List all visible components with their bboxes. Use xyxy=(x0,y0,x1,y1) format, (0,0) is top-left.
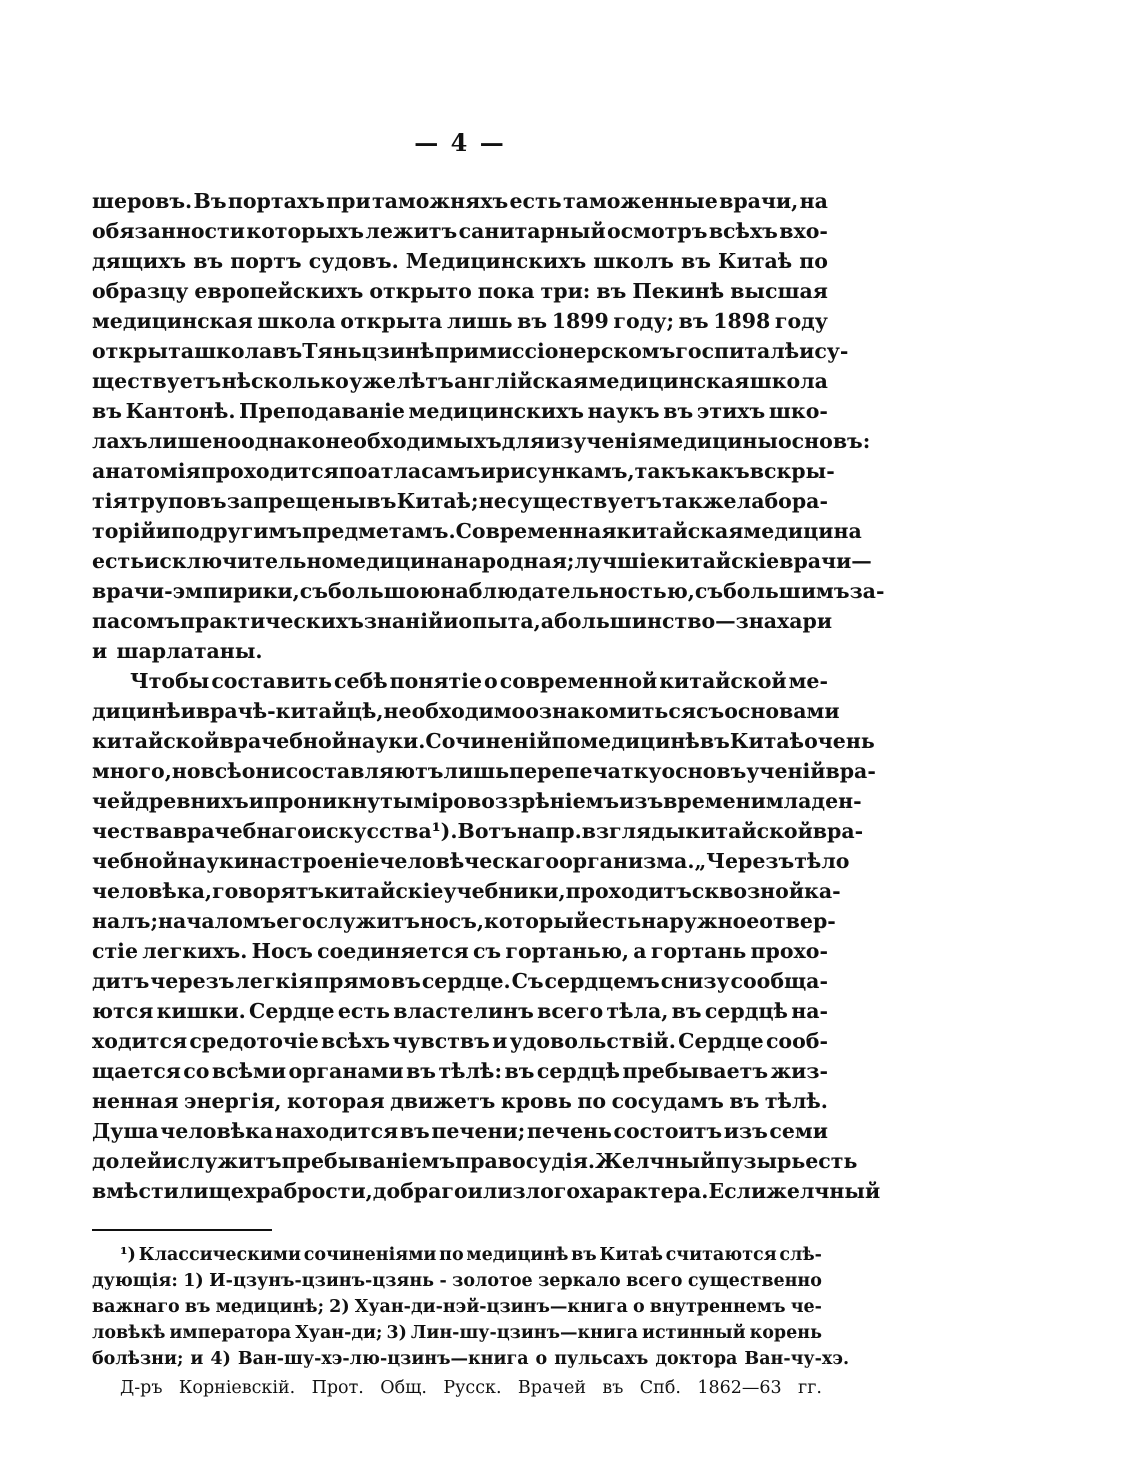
text-line: ществуетъ нѣсколько уже лѣтъ англійская медицинская школа xyxy=(92,369,828,393)
paragraph-first-line: Чтобы составить себѣ понятіе о современной китайской ме- xyxy=(130,669,828,693)
main-text xyxy=(92,186,885,1206)
text-line: пасомъ практическихъ знаній и опыта, а большинство—знахари xyxy=(92,609,833,633)
footnote-source: Д-ръ Корніевскій. Прот. Общ. Русск. Врачей въ Спб. 1862—63 гг. xyxy=(120,1378,822,1398)
text-line: чей древнихъ и проникнуты міровоззрѣніемъ изъ времени младен- xyxy=(92,789,862,813)
text-line: ненная энергія, которая движетъ кровь по сосудамъ въ тѣлѣ. xyxy=(92,1089,828,1113)
footnote-line: дующія: 1) И-цзунъ-цзинъ-цзянь - золотое зеркало всего существенно xyxy=(92,1271,822,1291)
footnote-line: важнаго въ медицинѣ; 2) Хуан-ди-нэй-цзинъ—книга о внутреннемъ че- xyxy=(92,1297,822,1317)
text-line: китайской врачебной науки. Сочиненій по медицинѣ въ Китаѣ очень xyxy=(92,729,875,753)
text-line: есть исключительно медицина народная; лучшіе китайскіе врачи— xyxy=(92,549,872,573)
text-line: Душа человѣка находится въ печени; печень состоитъ изъ семи xyxy=(92,1119,828,1143)
text-line: врачи-эмпирики, съ большою наблюдательностью, съ большимъ за- xyxy=(92,579,885,603)
text-line: человѣка, говорятъ китайскіе учебники, проходитъ сквозной ка- xyxy=(92,879,841,903)
text-line: ходится средоточіе всѣхъ чувствъ и удовольствій. Сердце сооб- xyxy=(92,1029,828,1053)
text-line: въ Кантонѣ. Преподаваніе медицинскихъ наукъ въ этихъ шко- xyxy=(92,399,828,423)
text-line: налъ; началомъ его служитъ носъ, который есть наружное отвер- xyxy=(92,909,836,933)
text-line: чебной науки на строеніе человѣческаго организма. „Черезъ тѣло xyxy=(92,849,850,873)
text-line: ются кишки. Сердце есть властелинъ всего тѣла, въ сердцѣ на- xyxy=(92,999,828,1023)
text-line: обязанности которыхъ лежитъ санитарный осмотръ всѣхъ вхо- xyxy=(92,219,828,243)
text-line: много, но всѣ они составляютъ лишь перепечатку основъ ученій вра- xyxy=(92,759,876,783)
footnote-line: ¹) Классическими сочиненіями по медицинѣ въ Китаѣ считаются слѣ- xyxy=(120,1245,822,1265)
text-line: образцу европейскихъ открыто пока три: въ Пекинѣ высшая xyxy=(92,279,828,303)
text-line: долей и служитъ пребываніемъ правосудія. Желчный пузырь есть xyxy=(92,1149,858,1173)
footnote-separator xyxy=(92,1229,272,1231)
text-line: торій и по другимъ предметамъ. Современная китайская медицина xyxy=(92,519,862,543)
text-line: и шарлатаны. xyxy=(92,639,263,663)
text-line: дящихъ въ портъ судовъ. Медицинскихъ школъ въ Китаѣ по xyxy=(92,249,828,273)
text-line: тія труповъ запрещены въ Китаѣ; не существуетъ также лабора- xyxy=(92,489,828,513)
text-line: медицинская школа открыта лишь въ 1899 году; въ 1898 году xyxy=(92,309,828,333)
text-line: анатомія проходится по атласамъ и рисункамъ, такъ какъ вскры- xyxy=(92,459,835,483)
text-line: вмѣстилище храбрости, добраго или злого характера. Если желчный xyxy=(92,1179,881,1203)
paragraph-first-line: шеровъ. Въ портахъ при таможняхъ есть таможенные врачи, на xyxy=(92,189,828,213)
page-number: — 4 — xyxy=(414,128,506,157)
text-line: дицинѣ и врачѣ-китайцѣ, необходимо ознакомиться съ основами xyxy=(92,699,840,723)
footnote-line: болѣзни; и 4) Ван-шу-хэ-лю-цзинъ—книга о пульсахъ доктора Ван-чу-хэ. xyxy=(92,1349,850,1369)
text-line: дитъ черезъ легкія прямо въ сердце. Съ сердцемъ снизу сообща- xyxy=(92,969,828,993)
footnote-line: ловѣкѣ императора Хуан-ди; 3) Лин-шу-цзинъ—книга истинный корень xyxy=(92,1323,822,1343)
text-line: открыта школа въ Тяньцзинѣ при миссіонерскомъ госпиталѣ и су- xyxy=(92,339,849,363)
text-line: лахъ лишено однако необходимыхъ для изученія медицины основъ: xyxy=(92,429,871,453)
text-line: стіе легкихъ. Носъ соединяется съ гортанью, а гортань прохо- xyxy=(92,939,828,963)
text-line: щается со всѣми органами въ тѣлѣ: въ сердцѣ пребываетъ жиз- xyxy=(92,1059,828,1083)
text-line: чества врачебнаго искусства ¹). Вотъ напр. взгляды китайской вра- xyxy=(92,819,864,843)
footnote xyxy=(92,1242,850,1401)
